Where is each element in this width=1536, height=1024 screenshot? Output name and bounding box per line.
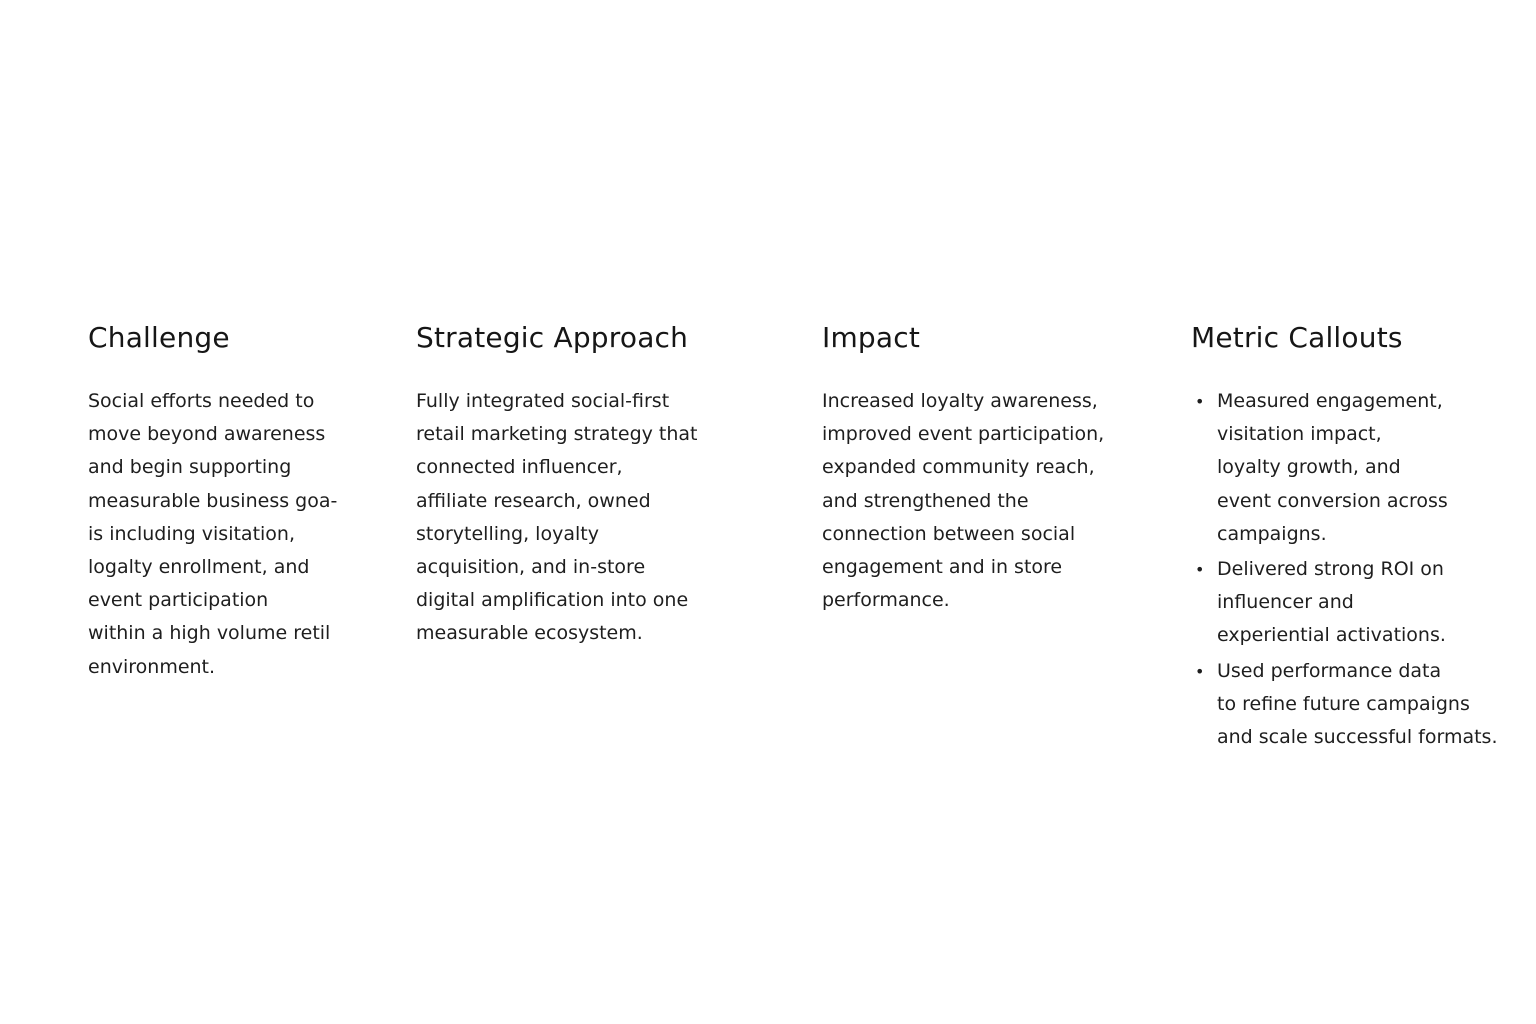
metric-callouts-heading: Metric Callouts bbox=[1191, 321, 1403, 354]
metric-callouts-list bbox=[1191, 385, 1521, 754]
challenge-text bbox=[88, 385, 363, 684]
metric-callout-line: experiential activations. bbox=[1217, 624, 1446, 647]
metric-callout-line: and scale successful formats. bbox=[1217, 726, 1498, 749]
impact-text-line: performance. bbox=[822, 589, 950, 612]
metric-callout-line: event conversion across bbox=[1217, 489, 1448, 512]
impact-text-line: engagement and in store bbox=[822, 556, 1063, 579]
approach-text-line: digital amplification into one bbox=[416, 589, 689, 612]
metric-callout-item bbox=[1191, 655, 1521, 755]
strategic-approach-heading: Strategic Approach bbox=[416, 321, 689, 354]
impact-section bbox=[822, 318, 1142, 617]
approach-text-line: acquisition, and in-store bbox=[416, 556, 646, 579]
metric-callout-line: to refine future campaigns bbox=[1217, 692, 1470, 715]
approach-text-line: connected influencer, bbox=[416, 456, 623, 479]
bullet-icon: • bbox=[1195, 392, 1205, 411]
metric-callout-line: Delivered strong ROI on bbox=[1217, 558, 1444, 581]
impact-text-line: and strengthened the bbox=[822, 489, 1029, 512]
metric-callout-line: Used performance data bbox=[1217, 659, 1442, 682]
strategic-approach-text bbox=[416, 385, 726, 651]
challenge-text-line: event participation bbox=[88, 589, 269, 612]
challenge-text-line: Social efforts needed to bbox=[88, 390, 315, 412]
approach-text-line: Fully integrated social-first bbox=[416, 390, 670, 412]
impact-text-line: connection between social bbox=[822, 522, 1076, 545]
challenge-heading: Challenge bbox=[88, 321, 230, 354]
impact-text-line: Increased loyalty awareness, bbox=[822, 390, 1098, 412]
metric-callouts-section bbox=[1191, 318, 1521, 756]
approach-text-line: storytelling, loyalty bbox=[416, 522, 599, 545]
impact-text bbox=[822, 385, 1142, 617]
metric-callout-line: visitation impact, bbox=[1217, 423, 1382, 446]
bullet-icon: • bbox=[1195, 661, 1205, 681]
impact-text-line: improved event participation, bbox=[822, 423, 1105, 446]
bullet-icon: • bbox=[1195, 560, 1205, 580]
challenge-text-line: within a high volume retil bbox=[88, 622, 331, 645]
challenge-text-line: move beyond awareness bbox=[88, 423, 326, 446]
metric-callout-line: campaigns. bbox=[1217, 522, 1327, 545]
challenge-text-line: logalty enrollment, and bbox=[88, 556, 310, 579]
impact-heading: Impact bbox=[822, 321, 921, 354]
challenge-text-line: and begin supporting bbox=[88, 456, 292, 479]
challenge-text-line: measurable business goa- bbox=[88, 489, 338, 512]
metric-callout-line: influencer and bbox=[1217, 591, 1354, 614]
metric-callout-line: loyalty growth, and bbox=[1217, 456, 1401, 479]
metric-callout-line: Measured engagement, bbox=[1217, 390, 1443, 412]
metric-callout-item bbox=[1191, 385, 1521, 551]
challenge-section bbox=[88, 318, 363, 684]
strategic-approach-section bbox=[416, 318, 726, 651]
approach-text-line: affiliate research, owned bbox=[416, 489, 651, 512]
challenge-text-line: environment. bbox=[88, 655, 216, 678]
approach-text-line: measurable ecosystem. bbox=[416, 622, 643, 645]
approach-text-line: retail marketing strategy that bbox=[416, 423, 698, 446]
impact-text-line: expanded community reach, bbox=[822, 456, 1095, 479]
challenge-text-line: is including visitation, bbox=[88, 522, 296, 545]
metric-callout-item bbox=[1191, 553, 1521, 653]
